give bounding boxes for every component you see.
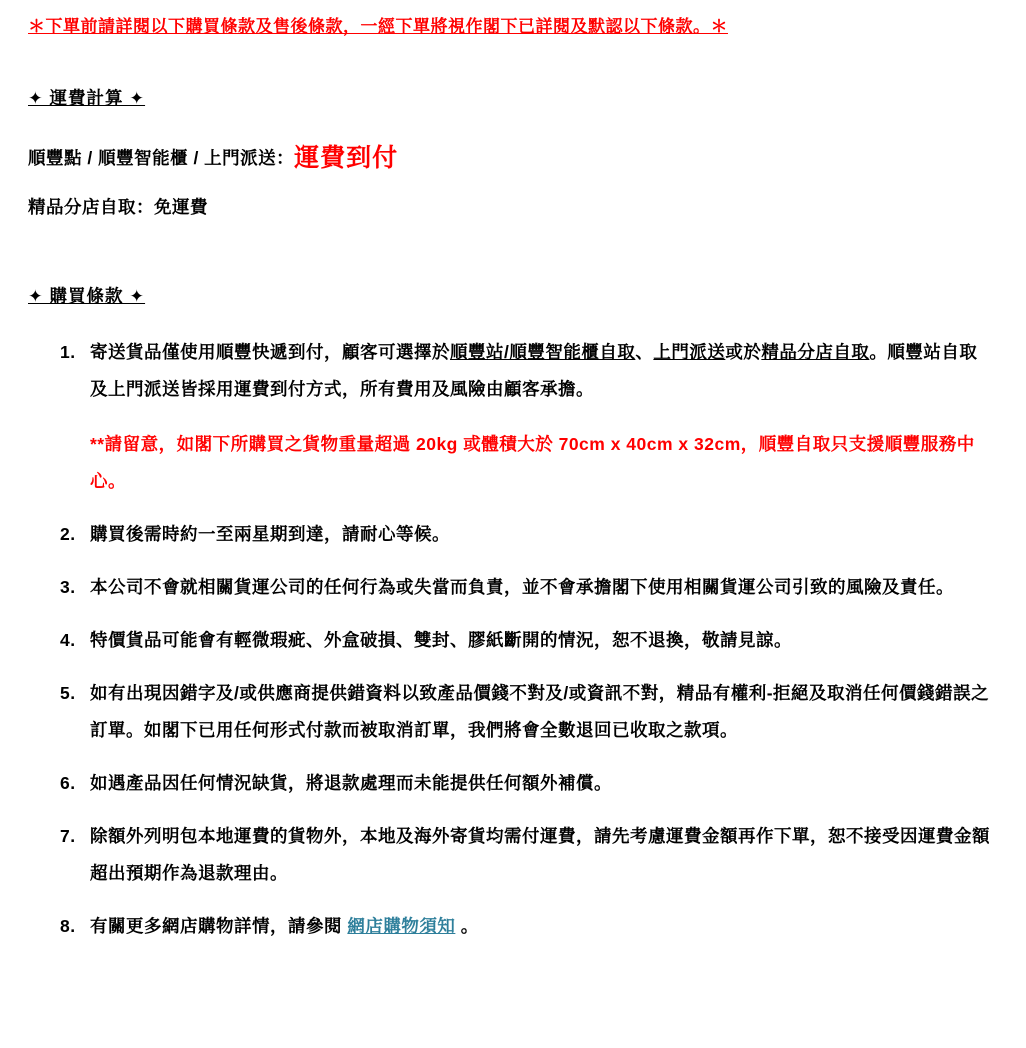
- shipping-fee-section: [28, 85, 998, 219]
- term-number: 2.: [60, 523, 76, 544]
- term-text: 如遇產品因任何情況缺貨，將退款處理而未能提供任何額外補償。: [90, 772, 612, 793]
- term-number: 6.: [60, 772, 76, 793]
- pickup-option-store: 精品分店自取: [761, 341, 870, 362]
- term-text: 特價貨品可能會有輕微瑕疵、外盒破損、雙封、膠紙斷開的情況，恕不退換，敬請見諒。: [90, 629, 792, 650]
- term-1-text-3: 。順豐站自取及上門派送皆採用運費到付方式，所有費用及風險由顧客承擔。: [90, 341, 978, 399]
- shipping-fee-heading: ✦ 運費計算 ✦: [28, 87, 146, 108]
- term-text: [90, 334, 995, 408]
- term-item-1: [60, 334, 998, 500]
- term-1-separator: 、: [635, 341, 654, 362]
- freight-collect-value: 運費到付: [294, 143, 399, 172]
- term-number: 8.: [60, 915, 76, 936]
- term-item-3: [60, 569, 998, 606]
- purchase-terms-heading: ✦ 購買條款 ✦: [28, 285, 146, 306]
- term-8-text-2: 。: [455, 915, 479, 936]
- term-item-4: [60, 622, 998, 659]
- pickup-option-sf-station: 順豐站/順豐智能櫃自取: [450, 341, 636, 362]
- term-number: 5.: [60, 682, 76, 703]
- term-number: 3.: [60, 576, 76, 597]
- term-item-7: [60, 818, 998, 892]
- term-item-6: [60, 765, 998, 802]
- term-8-text: 有關更多網店購物詳情，請參閱: [90, 915, 348, 936]
- term-1-text-2: 或於: [725, 341, 762, 362]
- term-item-5: [60, 675, 998, 749]
- weight-size-warning: **請留意，如閣下所購買之貨物重量超過 20kg 或體積大於 70cm x 40cm x 32cm，順豐自取只支援順豐服務中心。: [90, 433, 975, 491]
- pre-order-notice: ＊下單前請詳閱以下購買條款及售後條款，一經下單將視作閣下已詳閱及默認以下條款。＊: [28, 17, 728, 36]
- term-number: 1.: [60, 341, 76, 362]
- terms-list: [28, 334, 998, 945]
- term-text: 如有出現因錯字及/或供應商提供錯資料以致產品價錢不對及/或資訊不對，精品有權利-拒絕及取消任何價錢錯誤之訂單。如閣下已用任何形式付款而被取消訂單，我們將會全數退回已收取之款項。: [90, 682, 990, 740]
- term-text: 除額外列明包本地運費的貨物外，本地及海外寄貨均需付運費，請先考慮運費金額再作下單，恕不接受因運費金額超出預期作為退款理由。: [90, 825, 990, 883]
- term-text: 本公司不會就相關貨運公司的任何行為或失當而負責，並不會承擔閣下使用相關貨運公司引致的風險及責任。: [90, 576, 954, 597]
- pickup-option-home-delivery: 上門派送: [653, 341, 726, 362]
- store-pickup-line: 精品分店自取：免運費: [28, 196, 208, 217]
- term-number: 4.: [60, 629, 76, 650]
- term-text: [90, 908, 995, 945]
- shopping-guide-link[interactable]: 網店購物須知: [347, 915, 456, 936]
- term-item-2: [60, 516, 998, 553]
- term-number: 7.: [60, 825, 76, 846]
- shipping-methods-label: 順豐點 / 順豐智能櫃 / 上門派送：: [28, 147, 295, 168]
- term-1-text: 寄送貨品僅使用順豐快遞到付，顧客可選擇於: [90, 341, 450, 362]
- term-item-8: [60, 908, 998, 945]
- term-text: 購買後需時約一至兩星期到達，請耐心等候。: [90, 523, 450, 544]
- purchase-terms-section: [28, 283, 998, 945]
- shipping-methods-line: [28, 138, 998, 174]
